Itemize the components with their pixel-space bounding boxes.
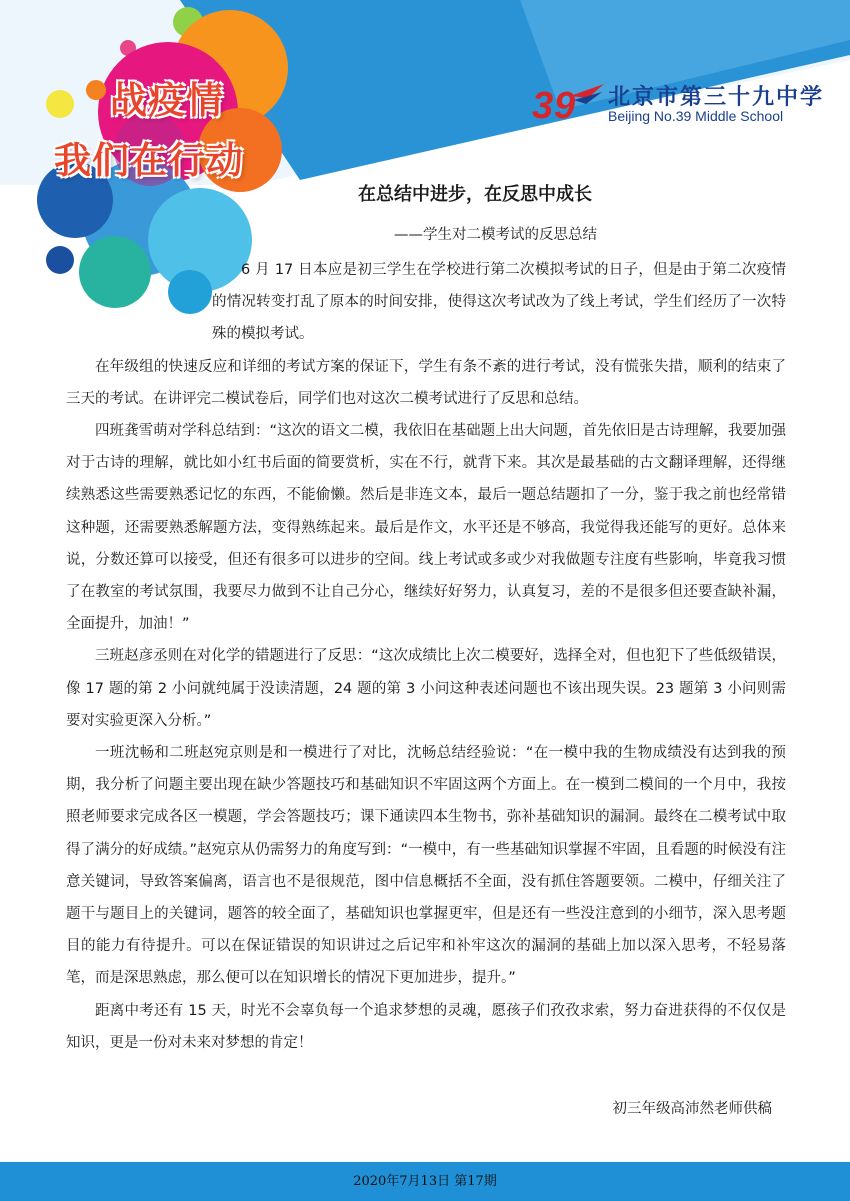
school-name-cn: 北京市第三十九中学 bbox=[608, 84, 825, 110]
article-subtitle: ——学生对二模考试的反思总结 bbox=[394, 227, 597, 243]
school-logo-icon bbox=[530, 78, 606, 124]
paragraph: 6 月 17 日本应是初三学生在学校进行第二次模拟考试的日子，但是由于第二次疫情的情况转变打乱了原本的时间安排，使得这次考试改为了线上考试，学生们经历了一次特殊的模拟考试。 bbox=[212, 262, 786, 343]
svg-text:9: 9 bbox=[554, 85, 576, 124]
signature: 初三年级高沛然老师供稿 bbox=[612, 1101, 772, 1117]
article-body bbox=[66, 254, 786, 1059]
slogan-line-2: 我们在行动 bbox=[54, 139, 244, 182]
article-title: 在总结中进步，在反思中成长 bbox=[358, 184, 592, 205]
footer-date-issue: 2020年7月13日 第17期 bbox=[353, 1174, 497, 1189]
paragraph: 四班龚雪萌对学科总结到：“这次的语文二模，我依旧在基础题上出大问题，首先依旧是古诗理解，我要加强对于古诗的理解，就比如小红书后面的简要赏析，实在不行，就背下来。其次是最基础的古文翻译理解，还得继续熟悉这些需要熟悉记忆的东西，不能偷懒。然后是非连文本，最后一题总结题扣了一分，鉴于我之前也经常错这种题，还需要熟悉解题方法，变得熟练起来。最后是作文，水平还是不够高，我觉得我还能写的更好。总体来说，分数还算可以接受，但还有很多可以进步的空间。线上考试或多或少对我做题专注度有些影响，毕竟我习惯了在教室的考试氛围，我要尽力做到不让自己分心，继续好好努力，认真复习，差的不是很多但还要查缺补漏，全面提升，加油！” bbox=[66, 423, 786, 633]
school-brand bbox=[530, 78, 830, 128]
slogan-line-1: 战疫情 bbox=[110, 79, 224, 122]
paragraph: 距离中考还有 15 天，时光不会辜负每一个追求梦想的灵魂，愿孩子们孜孜求索，努力奋进获得的不仅仅是知识，更是一份对未来对梦想的肯定！ bbox=[66, 1002, 786, 1051]
svg-text:3: 3 bbox=[532, 85, 554, 124]
paragraph: 一班沈畅和二班赵宛京则是和一模进行了对比，沈畅总结经验说：“在一模中我的生物成绩没有达到我的预期，我分析了问题主要出现在缺少答题技巧和基础知识不牢固这两个方面上。在一模到二模间的一个月中，我按照老师要求完成各区一模题，学会答题技巧；课下通读四本生物书，弥补基础知识的漏洞。最终在二模考试中取得了满分的好成绩。”赵宛京从仍需努力的角度写到：“一模中，有一些基础知识掌握不牢固，且看题的时候没有注意关键词，导致答案偏离，语言也不是很规范，图中信息概括不全面，没有抓住答题要领。二模中，仔细关注了题干与题目上的关键词，题答的较全面了，基础知识也掌握更牢，但是还有一些没注意到的小细节，深入思考题目的能力有待提升。可以在保证错误的知识讲过之后记牢和补牢这次的漏洞的基础上加以深入思考，不轻易落笔，而是深思熟虑，那么便可以在知识增长的情况下更加进步，提升。” bbox=[66, 745, 786, 987]
paragraph: 三班赵彦丞则在对化学的错题进行了反思：“这次成绩比上次二模要好，选择全对，但也犯下了些低级错误，像 17 题的第 2 小问就纯属于没读清题，24 题的第 3 小问这种表述问题也不该出现失误。23 题第 3 小问则需要对实验更深入分析。” bbox=[66, 648, 786, 729]
paragraph: 在年级组的快速反应和详细的考试方案的保证下，学生有条不紊的进行考试，没有慌张失措，顺利的结束了三天的考试。在讲评完二模试卷后，同学们也对这次二模考试进行了反思和总结。 bbox=[66, 358, 786, 407]
school-name-en: Beijing No.39 Middle School bbox=[608, 108, 784, 124]
